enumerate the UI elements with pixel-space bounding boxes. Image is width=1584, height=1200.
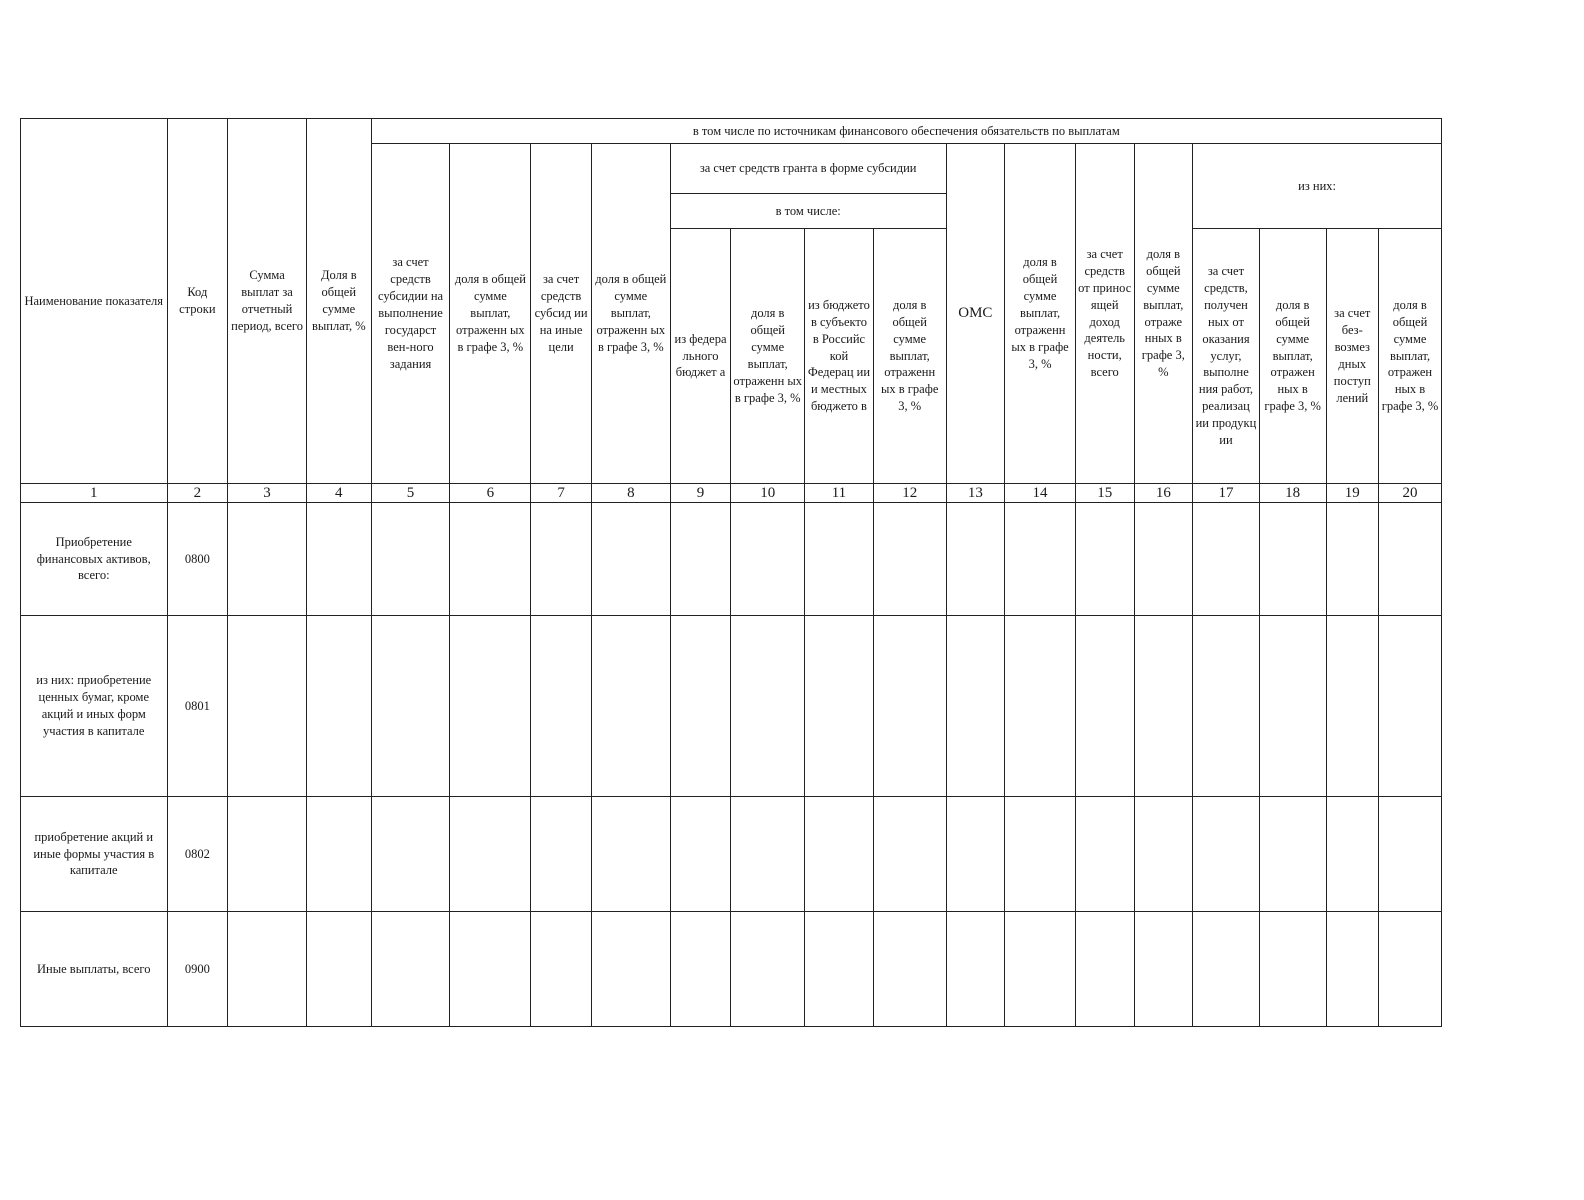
- header-col9: из федера льного бюджет а: [670, 229, 731, 484]
- row-label: Приобретение финансовых активов, всего:: [21, 503, 168, 616]
- column-number: 11: [805, 484, 874, 503]
- header-col5: за счет средств субсидии на выполнение государст вен-ного задания: [371, 144, 450, 484]
- data-cell: [805, 503, 874, 616]
- column-number: 3: [228, 484, 307, 503]
- data-cell: [873, 503, 946, 616]
- data-cell: [1134, 797, 1193, 912]
- data-cell: [1326, 912, 1379, 1027]
- data-cell: [1075, 616, 1134, 797]
- column-number: 9: [670, 484, 731, 503]
- data-cell: [1134, 503, 1193, 616]
- data-cell: [1259, 503, 1326, 616]
- table-row: [21, 912, 1442, 1027]
- row-code: 0802: [167, 797, 228, 912]
- data-cell: [450, 503, 531, 616]
- column-number: 7: [531, 484, 592, 503]
- data-cell: [371, 503, 450, 616]
- header-row-code: Код строки: [167, 119, 228, 484]
- header-col13: ОМС: [946, 144, 1005, 484]
- header-col20: доля в общей сумме выплат, отражен ных в графе 3, %: [1379, 229, 1442, 484]
- data-cell: [731, 503, 805, 616]
- data-cell: [1075, 503, 1134, 616]
- data-cell: [228, 616, 307, 797]
- data-cell: [531, 503, 592, 616]
- header-col7: за счет средств субсид ии на иные цели: [531, 144, 592, 484]
- header-indicator-name: Наименование показателя: [21, 119, 168, 484]
- data-cell: [1259, 797, 1326, 912]
- data-cell: [591, 797, 670, 912]
- row-label: из них: приобретение ценных бумаг, кроме акций и иных форм участия в капитале: [21, 616, 168, 797]
- data-cell: [1259, 912, 1326, 1027]
- data-cell: [1379, 616, 1442, 797]
- data-cell: [306, 912, 371, 1027]
- column-number: 18: [1259, 484, 1326, 503]
- row-label: приобретение акций и иные формы участия в капитале: [21, 797, 168, 912]
- column-number: 2: [167, 484, 228, 503]
- header-col17: за счет средств, получен ных от оказания услуг, выполне ния работ, реализац ии продукц ии: [1193, 229, 1260, 484]
- header-col11: из бюджето в субъекто в Российс кой Федерац ии и местных бюджето в: [805, 229, 874, 484]
- data-cell: [1075, 797, 1134, 912]
- data-cell: [1005, 616, 1076, 797]
- data-cell: [1193, 912, 1260, 1027]
- data-cell: [371, 797, 450, 912]
- header-col10: доля в общей сумме выплат, отраженн ых в графе 3, %: [731, 229, 805, 484]
- data-cell: [1005, 912, 1076, 1027]
- column-number: 14: [1005, 484, 1076, 503]
- data-cell: [731, 616, 805, 797]
- data-cell: [306, 797, 371, 912]
- data-cell: [591, 912, 670, 1027]
- column-number: 1: [21, 484, 168, 503]
- data-cell: [670, 503, 731, 616]
- header-col8: доля в общей сумме выплат, отраженн ых в графе 3, %: [591, 144, 670, 484]
- header-grant-including: в том числе:: [670, 194, 946, 229]
- header-col6: доля в общей сумме выплат, отраженн ых в графе 3, %: [450, 144, 531, 484]
- header-col12: доля в общей сумме выплат, отраженн ых в графе 3, %: [873, 229, 946, 484]
- data-cell: [805, 912, 874, 1027]
- data-cell: [1134, 616, 1193, 797]
- table-row: [21, 503, 1442, 616]
- column-number: 17: [1193, 484, 1260, 503]
- data-cell: [946, 616, 1005, 797]
- header-funding-sources: в том числе по источникам финансового обеспечения обязательств по выплатам: [371, 119, 1441, 144]
- header-col15: за счет средств от принос ящей доход деятель ности, всего: [1075, 144, 1134, 484]
- data-cell: [731, 912, 805, 1027]
- header-share-total: Доля в общей сумме выплат, %: [306, 119, 371, 484]
- header-of-them: из них:: [1193, 144, 1442, 229]
- data-cell: [805, 616, 874, 797]
- data-cell: [371, 912, 450, 1027]
- data-cell: [531, 912, 592, 1027]
- column-number: 5: [371, 484, 450, 503]
- column-number: 16: [1134, 484, 1193, 503]
- data-cell: [1379, 797, 1442, 912]
- table-row: [21, 616, 1442, 797]
- data-cell: [1134, 912, 1193, 1027]
- column-number: 20: [1379, 484, 1442, 503]
- data-cell: [731, 797, 805, 912]
- data-cell: [1379, 503, 1442, 616]
- column-number: 4: [306, 484, 371, 503]
- column-number-row: [21, 484, 1442, 503]
- header-col18: доля в общей сумме выплат, отражен ных в графе 3, %: [1259, 229, 1326, 484]
- data-cell: [670, 912, 731, 1027]
- data-cell: [531, 616, 592, 797]
- data-cell: [670, 616, 731, 797]
- data-cell: [946, 912, 1005, 1027]
- data-cell: [450, 797, 531, 912]
- data-cell: [873, 912, 946, 1027]
- header-col19: за счет без- возмез дных поступ лений: [1326, 229, 1379, 484]
- data-cell: [670, 797, 731, 912]
- payments-table: [20, 118, 1442, 1027]
- data-cell: [946, 503, 1005, 616]
- row-code: 0900: [167, 912, 228, 1027]
- data-cell: [1075, 912, 1134, 1027]
- column-number: 6: [450, 484, 531, 503]
- data-cell: [450, 616, 531, 797]
- data-cell: [873, 797, 946, 912]
- data-cell: [1326, 503, 1379, 616]
- data-cell: [591, 616, 670, 797]
- data-cell: [228, 503, 307, 616]
- column-number: 8: [591, 484, 670, 503]
- data-cell: [371, 616, 450, 797]
- column-number: 19: [1326, 484, 1379, 503]
- row-code: 0801: [167, 616, 228, 797]
- data-cell: [805, 797, 874, 912]
- data-cell: [1193, 503, 1260, 616]
- data-cell: [873, 616, 946, 797]
- column-number: 12: [873, 484, 946, 503]
- column-number: 13: [946, 484, 1005, 503]
- table-row: [21, 797, 1442, 912]
- data-cell: [1005, 503, 1076, 616]
- data-cell: [1193, 797, 1260, 912]
- data-cell: [1326, 616, 1379, 797]
- data-cell: [1193, 616, 1260, 797]
- data-cell: [1379, 912, 1442, 1027]
- data-cell: [306, 503, 371, 616]
- data-cell: [306, 616, 371, 797]
- header-grant: за счет средств гранта в форме субсидии: [670, 144, 946, 194]
- data-cell: [591, 503, 670, 616]
- data-cell: [531, 797, 592, 912]
- row-label: Иные выплаты, всего: [21, 912, 168, 1027]
- column-number: 15: [1075, 484, 1134, 503]
- header-col14: доля в общей сумме выплат, отраженн ых в графе 3, %: [1005, 144, 1076, 484]
- data-cell: [228, 912, 307, 1027]
- data-cell: [1005, 797, 1076, 912]
- row-code: 0800: [167, 503, 228, 616]
- data-cell: [1259, 616, 1326, 797]
- data-cell: [228, 797, 307, 912]
- header-total-sum: Сумма выплат за отчетный период, всего: [228, 119, 307, 484]
- data-cell: [1326, 797, 1379, 912]
- header-col16: доля в общей сумме выплат, отраже нных в графе 3, %: [1134, 144, 1193, 484]
- data-cell: [946, 797, 1005, 912]
- data-cell: [450, 912, 531, 1027]
- column-number: 10: [731, 484, 805, 503]
